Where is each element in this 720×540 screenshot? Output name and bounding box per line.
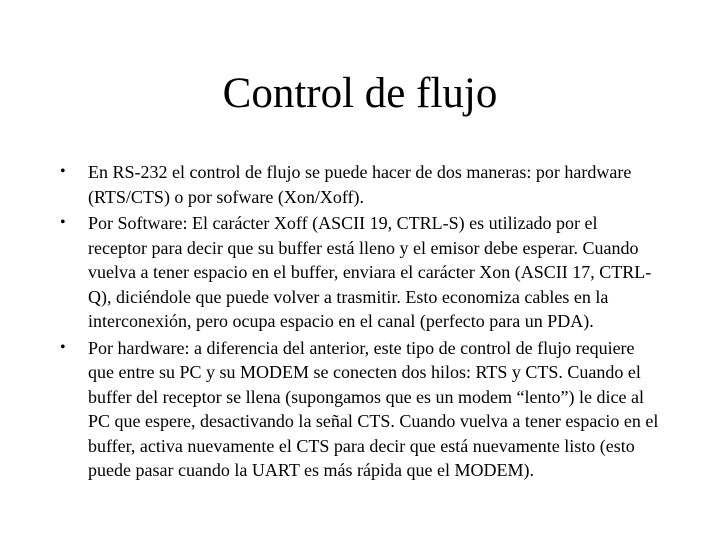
bullet-icon: • [60,163,66,180]
bullet-icon: • [60,214,66,231]
bullet-list [60,160,660,485]
bullet-text: En RS-232 el control de flujo se puede hacer de dos maneras: por hardware (RTS/CTS) o por sofware (Xon/Xoff). [88,162,632,207]
bullet-icon: • [60,338,66,356]
bullet-text: Por Software: El carácter Xoff (ASCII 19, CTRL-S) es utilizado por el receptor para decir que su buffer está lleno y el emisor debe esperar. Cuando vuelva a tener espacio en el buffer, enviara el carácter Xon (ASCII 17, CTRL-Q), diciéndole que puede volver a trasmitir. Esto economiza cables en la interconexión, pero ocupa espacio en el canal (perfecto para un PDA). [88,213,652,331]
bullet-item-hardware [60,336,660,483]
bullet-item-software [60,211,660,334]
bullet-item-rs232 [60,160,660,209]
slide-title: Control de flujo [222,70,498,117]
bullet-text: Por hardware: a diferencia del anterior, este tipo de control de flujo requiere que entre su PC y su MODEM se conecten dos hilos: RTS y CTS. Cuando el buffer del receptor se llena (supongamos que es un modem “lento”) le dice al PC que espere, desactivando la señal CTS. Cuando vuelva a tener espacio en el buffer, activa nuevamente el CTS para decir que está nuevamente listo (esto puede pasar cuando la UART es más rápida que el MODEM). [88,337,659,480]
